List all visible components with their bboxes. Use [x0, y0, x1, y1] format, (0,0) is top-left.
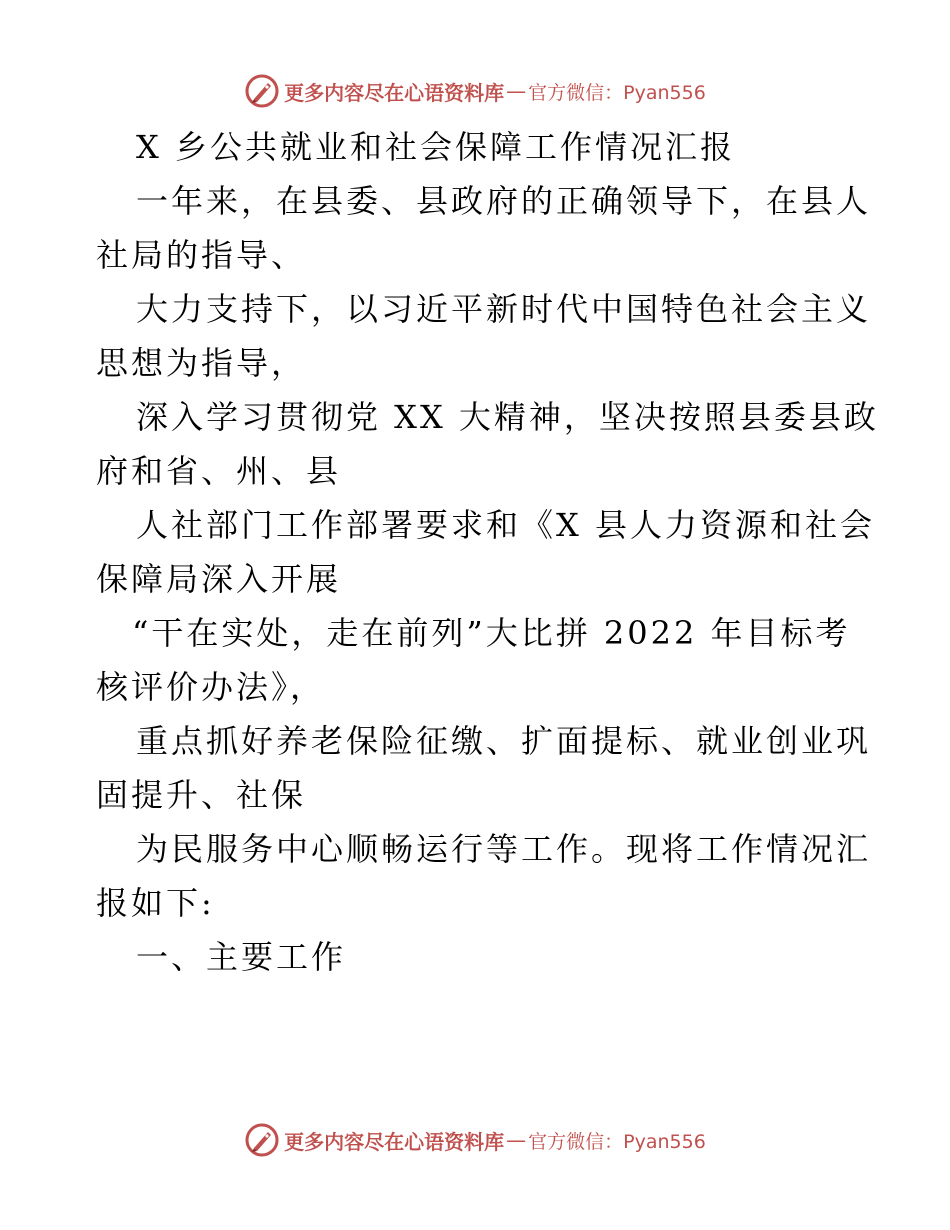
header-banner-wechat: 官方微信：Pyan556	[528, 81, 706, 104]
header-banner-dash: —	[506, 79, 527, 103]
section-heading: 一、主要工作	[136, 938, 347, 976]
header-banner	[0, 71, 950, 111]
paragraph-line: 固提升、社保	[96, 776, 307, 814]
paragraph-line: 思想为指导，	[96, 344, 307, 382]
paragraph-line: 重点抓好养老保险征缴、扩面提标、就业创业巩	[136, 722, 872, 760]
paragraph-line: 人社部门工作部署要求和《X 县人力资源和社会	[136, 506, 875, 544]
header-banner-text: 更多内容尽在心语资料库	[284, 80, 505, 105]
footer-banner-wechat: 官方微信：Pyan556	[528, 1130, 706, 1153]
document-body	[96, 120, 879, 984]
footer-banner-text: 更多内容尽在心语资料库	[284, 1129, 505, 1154]
paragraph-line: 一年来，在县委、县政府的正确领导下，在县人	[136, 182, 872, 220]
pen-nib-logo-icon	[244, 73, 280, 109]
paragraph-line: 核评价办法》，	[96, 668, 326, 706]
paragraph-line: 府和省、州、县	[96, 452, 342, 490]
paragraph-line: “干在实处，走在前列”大比拼 2022 年目标考	[132, 614, 851, 652]
paragraph-line: 大力支持下，以习近平新时代中国特色社会主义	[136, 290, 872, 328]
paragraph-line: 社局的指导、	[96, 236, 307, 274]
footer-banner	[0, 1120, 950, 1160]
paragraph-line: 深入学习贯彻党 XX 大精神，坚决按照县委县政	[136, 398, 879, 436]
pen-nib-logo-icon	[244, 1122, 280, 1158]
paragraph-line: 保障局深入开展	[96, 560, 342, 598]
footer-banner-dash: —	[506, 1128, 527, 1152]
paragraph-line: 为民服务中心顺畅运行等工作。现将工作情况汇	[136, 830, 872, 868]
paragraph-line: 报如下:	[96, 884, 215, 922]
document-title: X 乡公共就业和社会保障工作情况汇报	[136, 128, 735, 166]
